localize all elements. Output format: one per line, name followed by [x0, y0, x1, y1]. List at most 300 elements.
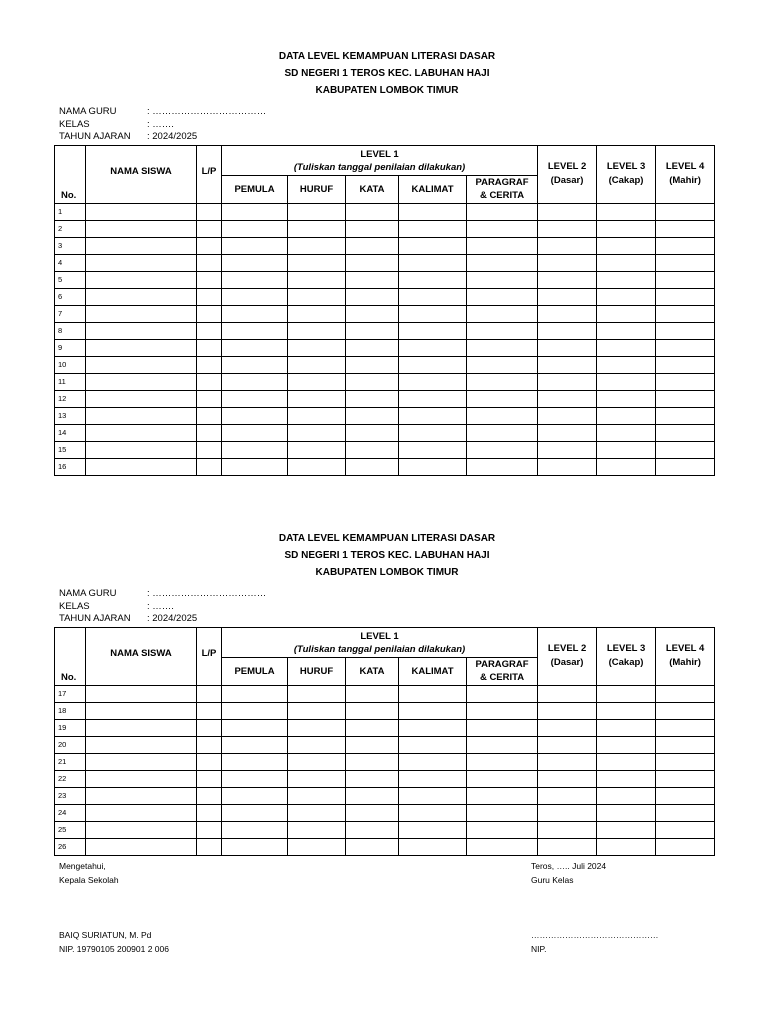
table-cell[interactable] [467, 220, 538, 237]
col-huruf-header: HURUF [288, 175, 346, 203]
table-cell[interactable] [467, 322, 538, 339]
table-cell[interactable] [86, 736, 197, 753]
table-cell[interactable] [346, 390, 399, 407]
table-cell[interactable] [399, 441, 467, 458]
table-cell[interactable] [86, 390, 197, 407]
title-line-3: KABUPATEN LOMBOK TIMUR [315, 85, 459, 96]
table-cell[interactable] [288, 702, 346, 719]
table-cell[interactable] [86, 288, 197, 305]
table-cell[interactable] [197, 685, 222, 702]
table-cell[interactable] [538, 424, 597, 441]
table-cell[interactable] [288, 322, 346, 339]
table-cell[interactable] [399, 220, 467, 237]
table-cell[interactable] [222, 424, 288, 441]
table-cell[interactable] [86, 271, 197, 288]
table-cell[interactable] [288, 821, 346, 838]
table-cell[interactable] [288, 373, 346, 390]
table-cell[interactable] [197, 702, 222, 719]
table-cell[interactable] [399, 458, 467, 475]
row-number: 21 [55, 753, 86, 770]
table-cell[interactable] [467, 356, 538, 373]
table-cell[interactable] [467, 804, 538, 821]
table-cell[interactable] [656, 685, 715, 702]
table-cell[interactable] [538, 288, 597, 305]
table-cell[interactable] [597, 339, 656, 356]
table-cell[interactable] [346, 322, 399, 339]
table-cell[interactable] [597, 821, 656, 838]
table-cell[interactable] [197, 458, 222, 475]
table-cell[interactable] [346, 424, 399, 441]
table-cell[interactable] [656, 390, 715, 407]
table-cell[interactable] [222, 271, 288, 288]
table-cell[interactable] [197, 339, 222, 356]
table-cell[interactable] [197, 719, 222, 736]
kelas-label: KELAS [59, 118, 90, 130]
table-cell[interactable] [288, 339, 346, 356]
table-cell[interactable] [467, 458, 538, 475]
table-cell[interactable] [86, 787, 197, 804]
table-cell[interactable] [399, 685, 467, 702]
table-cell[interactable] [197, 736, 222, 753]
table-cell[interactable] [197, 356, 222, 373]
table-cell[interactable] [399, 804, 467, 821]
table-cell[interactable] [656, 821, 715, 838]
table-cell[interactable] [222, 203, 288, 220]
table-cell[interactable] [467, 787, 538, 804]
title-line-3: KABUPATEN LOMBOK TIMUR [315, 567, 459, 578]
table-cell[interactable] [222, 838, 288, 855]
table-cell[interactable] [399, 821, 467, 838]
table-row [55, 203, 715, 220]
table-cell[interactable] [399, 203, 467, 220]
table-cell[interactable] [538, 339, 597, 356]
table-cell[interactable] [346, 356, 399, 373]
table-cell[interactable] [346, 838, 399, 855]
table-cell[interactable] [597, 203, 656, 220]
table-cell[interactable] [346, 288, 399, 305]
table-cell[interactable] [288, 203, 346, 220]
table-cell[interactable] [467, 373, 538, 390]
table-cell[interactable] [197, 821, 222, 838]
table-cell[interactable] [86, 339, 197, 356]
table-cell[interactable] [399, 288, 467, 305]
table-cell[interactable] [222, 441, 288, 458]
table-cell[interactable] [197, 787, 222, 804]
col-no-header: No. [55, 145, 86, 203]
table-cell[interactable] [222, 373, 288, 390]
table-cell[interactable] [597, 736, 656, 753]
table-cell[interactable] [222, 390, 288, 407]
table-cell[interactable] [399, 719, 467, 736]
table-cell[interactable] [467, 339, 538, 356]
table-cell[interactable] [538, 220, 597, 237]
table-cell[interactable] [399, 736, 467, 753]
table-cell[interactable] [86, 373, 197, 390]
level4-label: LEVEL 4 [665, 642, 705, 654]
table-cell[interactable] [656, 458, 715, 475]
table-cell[interactable] [86, 838, 197, 855]
table-cell[interactable] [656, 339, 715, 356]
table-cell[interactable] [86, 458, 197, 475]
table-cell[interactable] [197, 424, 222, 441]
table-cell[interactable] [538, 702, 597, 719]
table-cell[interactable] [288, 390, 346, 407]
table-cell[interactable] [222, 220, 288, 237]
col-pemula-header: PEMULA [222, 175, 288, 203]
table-cell[interactable] [288, 458, 346, 475]
table-cell[interactable] [538, 458, 597, 475]
table-cell[interactable] [399, 390, 467, 407]
row-number: 17 [55, 685, 86, 702]
row-number: 5 [55, 271, 86, 288]
table-cell[interactable] [222, 770, 288, 787]
table-cell[interactable] [467, 271, 538, 288]
table-row [55, 288, 715, 305]
table-cell[interactable] [197, 305, 222, 322]
table-cell[interactable] [222, 702, 288, 719]
table-cell[interactable] [399, 407, 467, 424]
table-cell[interactable] [288, 356, 346, 373]
table-cell[interactable] [86, 702, 197, 719]
table-cell[interactable] [86, 322, 197, 339]
table-cell[interactable] [222, 821, 288, 838]
table-cell[interactable] [86, 753, 197, 770]
table-row [55, 407, 715, 424]
table-cell[interactable] [222, 237, 288, 254]
table-cell[interactable] [467, 390, 538, 407]
row-number: 10 [55, 356, 86, 373]
table-cell[interactable] [597, 288, 656, 305]
table-cell[interactable] [597, 373, 656, 390]
table-cell[interactable] [346, 441, 399, 458]
table-cell[interactable] [197, 220, 222, 237]
table-cell[interactable] [656, 719, 715, 736]
table-cell[interactable] [197, 237, 222, 254]
table-cell[interactable] [288, 770, 346, 787]
table-cell[interactable] [197, 322, 222, 339]
table-cell[interactable] [538, 254, 597, 271]
table-cell[interactable] [538, 237, 597, 254]
table-cell[interactable] [597, 271, 656, 288]
table-cell[interactable] [538, 787, 597, 804]
table-cell[interactable] [346, 203, 399, 220]
document-title [54, 530, 714, 581]
table-cell[interactable] [346, 271, 399, 288]
table-cell[interactable] [597, 719, 656, 736]
table-cell[interactable] [656, 254, 715, 271]
table-cell[interactable] [222, 804, 288, 821]
table-cell[interactable] [346, 254, 399, 271]
table-row [55, 424, 715, 441]
col-huruf-header: HURUF [288, 657, 346, 685]
table-cell[interactable] [222, 685, 288, 702]
table-cell[interactable] [538, 271, 597, 288]
table-cell[interactable] [288, 753, 346, 770]
table-cell[interactable] [538, 736, 597, 753]
meta-info [54, 106, 714, 144]
table-cell[interactable] [467, 441, 538, 458]
table-cell[interactable] [656, 373, 715, 390]
table-cell[interactable] [538, 373, 597, 390]
table-cell[interactable] [288, 441, 346, 458]
table-cell[interactable] [467, 821, 538, 838]
table-cell[interactable] [538, 322, 597, 339]
table-cell[interactable] [467, 753, 538, 770]
table-cell[interactable] [222, 254, 288, 271]
table-cell[interactable] [197, 753, 222, 770]
table-cell[interactable] [86, 441, 197, 458]
table-cell[interactable] [86, 356, 197, 373]
table-cell[interactable] [597, 458, 656, 475]
table-cell[interactable] [597, 390, 656, 407]
table-cell[interactable] [222, 305, 288, 322]
table-cell[interactable] [538, 203, 597, 220]
table-cell[interactable] [538, 441, 597, 458]
table-cell[interactable] [538, 685, 597, 702]
table-cell[interactable] [597, 685, 656, 702]
table-row [55, 322, 715, 339]
row-number: 22 [55, 770, 86, 787]
table-cell[interactable] [197, 271, 222, 288]
table-cell[interactable] [288, 424, 346, 441]
table-cell[interactable] [597, 356, 656, 373]
table-cell[interactable] [346, 821, 399, 838]
table-cell[interactable] [399, 838, 467, 855]
table-cell[interactable] [597, 220, 656, 237]
footer-right-sign [531, 928, 659, 956]
table-cell[interactable] [346, 407, 399, 424]
table-cell[interactable] [197, 203, 222, 220]
table-cell[interactable] [656, 271, 715, 288]
col-level1-header [222, 145, 538, 175]
table-cell[interactable] [467, 237, 538, 254]
table-cell[interactable] [288, 838, 346, 855]
table-cell[interactable] [467, 736, 538, 753]
table-cell[interactable] [197, 288, 222, 305]
table-cell[interactable] [346, 719, 399, 736]
table-cell[interactable] [597, 424, 656, 441]
table-cell[interactable] [538, 770, 597, 787]
table-cell[interactable] [656, 424, 715, 441]
table-cell[interactable] [597, 770, 656, 787]
table-cell[interactable] [597, 254, 656, 271]
table-cell[interactable] [538, 390, 597, 407]
table-cell[interactable] [538, 719, 597, 736]
table-cell[interactable] [597, 838, 656, 855]
table-cell[interactable] [597, 407, 656, 424]
table-cell[interactable] [86, 305, 197, 322]
table-cell[interactable] [86, 424, 197, 441]
table-cell[interactable] [288, 736, 346, 753]
level1-label: LEVEL 1 [360, 630, 399, 642]
table-cell[interactable] [467, 407, 538, 424]
table-cell[interactable] [288, 220, 346, 237]
table-cell[interactable] [399, 322, 467, 339]
table-cell[interactable] [288, 804, 346, 821]
table-cell[interactable] [346, 770, 399, 787]
footer-right [531, 859, 606, 887]
table-cell[interactable] [467, 424, 538, 441]
table-cell[interactable] [222, 356, 288, 373]
table-cell[interactable] [597, 753, 656, 770]
table-cell[interactable] [222, 407, 288, 424]
row-number: 25 [55, 821, 86, 838]
table-cell[interactable] [538, 838, 597, 855]
col-paragraf-header [467, 657, 538, 685]
table-cell[interactable] [197, 770, 222, 787]
table-cell[interactable] [86, 719, 197, 736]
table-cell[interactable] [288, 288, 346, 305]
table-cell[interactable] [597, 237, 656, 254]
table-cell[interactable] [538, 804, 597, 821]
table-cell[interactable] [197, 407, 222, 424]
table-cell[interactable] [86, 685, 197, 702]
table-cell[interactable] [467, 685, 538, 702]
table-cell[interactable] [399, 373, 467, 390]
table-cell[interactable] [399, 305, 467, 322]
table-row [55, 719, 715, 736]
table-cell[interactable] [656, 305, 715, 322]
table-row [55, 237, 715, 254]
table-cell[interactable] [346, 685, 399, 702]
row-number: 18 [55, 702, 86, 719]
table-cell[interactable] [86, 407, 197, 424]
col-level4-header [656, 627, 715, 685]
table-cell[interactable] [656, 804, 715, 821]
table-cell[interactable] [222, 339, 288, 356]
col-level3-header [597, 627, 656, 685]
table-cell[interactable] [288, 685, 346, 702]
table-cell[interactable] [656, 237, 715, 254]
table-cell[interactable] [288, 254, 346, 271]
table-cell[interactable] [597, 305, 656, 322]
guru-value: : ……………………………… [147, 106, 267, 117]
table-cell[interactable] [346, 787, 399, 804]
table-cell[interactable] [86, 237, 197, 254]
table-cell[interactable] [656, 736, 715, 753]
table-cell[interactable] [197, 804, 222, 821]
col-no-header: No. [55, 627, 86, 685]
table-cell[interactable] [538, 407, 597, 424]
table-cell[interactable] [467, 288, 538, 305]
table-row [55, 220, 715, 237]
table-cell[interactable] [288, 271, 346, 288]
table-cell[interactable] [86, 203, 197, 220]
table-cell[interactable] [346, 339, 399, 356]
table-cell[interactable] [656, 838, 715, 855]
table-cell[interactable] [656, 220, 715, 237]
row-number: 6 [55, 288, 86, 305]
table-cell[interactable] [197, 390, 222, 407]
table-cell[interactable] [197, 838, 222, 855]
table-row [55, 821, 715, 838]
table-cell[interactable] [399, 770, 467, 787]
table-cell[interactable] [86, 220, 197, 237]
table-cell[interactable] [538, 753, 597, 770]
table-cell[interactable] [538, 821, 597, 838]
table-cell[interactable] [86, 254, 197, 271]
table-cell[interactable] [197, 254, 222, 271]
table-cell[interactable] [222, 753, 288, 770]
table-cell[interactable] [288, 237, 346, 254]
table-cell[interactable] [222, 322, 288, 339]
table-cell[interactable] [467, 203, 538, 220]
table-cell[interactable] [399, 339, 467, 356]
table-cell[interactable] [597, 322, 656, 339]
table-cell[interactable] [656, 787, 715, 804]
table-cell[interactable] [288, 305, 346, 322]
row-number: 12 [55, 390, 86, 407]
table-cell[interactable] [467, 254, 538, 271]
table-cell[interactable] [346, 305, 399, 322]
table-cell[interactable] [222, 736, 288, 753]
table-cell[interactable] [399, 702, 467, 719]
table-cell[interactable] [467, 702, 538, 719]
table-cell[interactable] [222, 719, 288, 736]
table-cell[interactable] [656, 356, 715, 373]
level3-label: LEVEL 3 [606, 160, 646, 172]
table-cell[interactable] [346, 458, 399, 475]
table-cell[interactable] [399, 271, 467, 288]
table-cell[interactable] [346, 220, 399, 237]
table-cell[interactable] [288, 719, 346, 736]
table-cell[interactable] [538, 305, 597, 322]
table-cell[interactable] [399, 356, 467, 373]
table-cell[interactable] [656, 702, 715, 719]
table-row [55, 787, 715, 804]
table-cell[interactable] [346, 237, 399, 254]
table-cell[interactable] [197, 373, 222, 390]
teacher-nip: NIP. [531, 944, 547, 954]
table-cell[interactable] [597, 787, 656, 804]
table-cell[interactable] [656, 441, 715, 458]
table-cell[interactable] [288, 787, 346, 804]
table-cell[interactable] [86, 770, 197, 787]
table-cell[interactable] [86, 804, 197, 821]
table-cell[interactable] [346, 753, 399, 770]
table-cell[interactable] [656, 322, 715, 339]
table-cell[interactable] [656, 753, 715, 770]
table-cell[interactable] [197, 441, 222, 458]
table-cell[interactable] [346, 373, 399, 390]
table-cell[interactable] [86, 821, 197, 838]
table-cell[interactable] [346, 804, 399, 821]
table-cell[interactable] [467, 719, 538, 736]
table-cell[interactable] [399, 753, 467, 770]
table-cell[interactable] [656, 288, 715, 305]
table-cell[interactable] [597, 441, 656, 458]
table-cell[interactable] [538, 356, 597, 373]
table-cell[interactable] [399, 254, 467, 271]
table-cell[interactable] [222, 458, 288, 475]
table-cell[interactable] [597, 702, 656, 719]
table-cell[interactable] [222, 787, 288, 804]
table-cell[interactable] [399, 787, 467, 804]
table-cell[interactable] [467, 838, 538, 855]
table-cell[interactable] [597, 804, 656, 821]
table-cell[interactable] [346, 702, 399, 719]
table-cell[interactable] [399, 237, 467, 254]
table-cell[interactable] [467, 770, 538, 787]
table-cell[interactable] [467, 305, 538, 322]
table-cell[interactable] [656, 770, 715, 787]
table-cell[interactable] [399, 424, 467, 441]
table-cell[interactable] [346, 736, 399, 753]
table-cell[interactable] [222, 288, 288, 305]
table-cell[interactable] [656, 203, 715, 220]
table-cell[interactable] [288, 407, 346, 424]
table-cell[interactable] [656, 407, 715, 424]
